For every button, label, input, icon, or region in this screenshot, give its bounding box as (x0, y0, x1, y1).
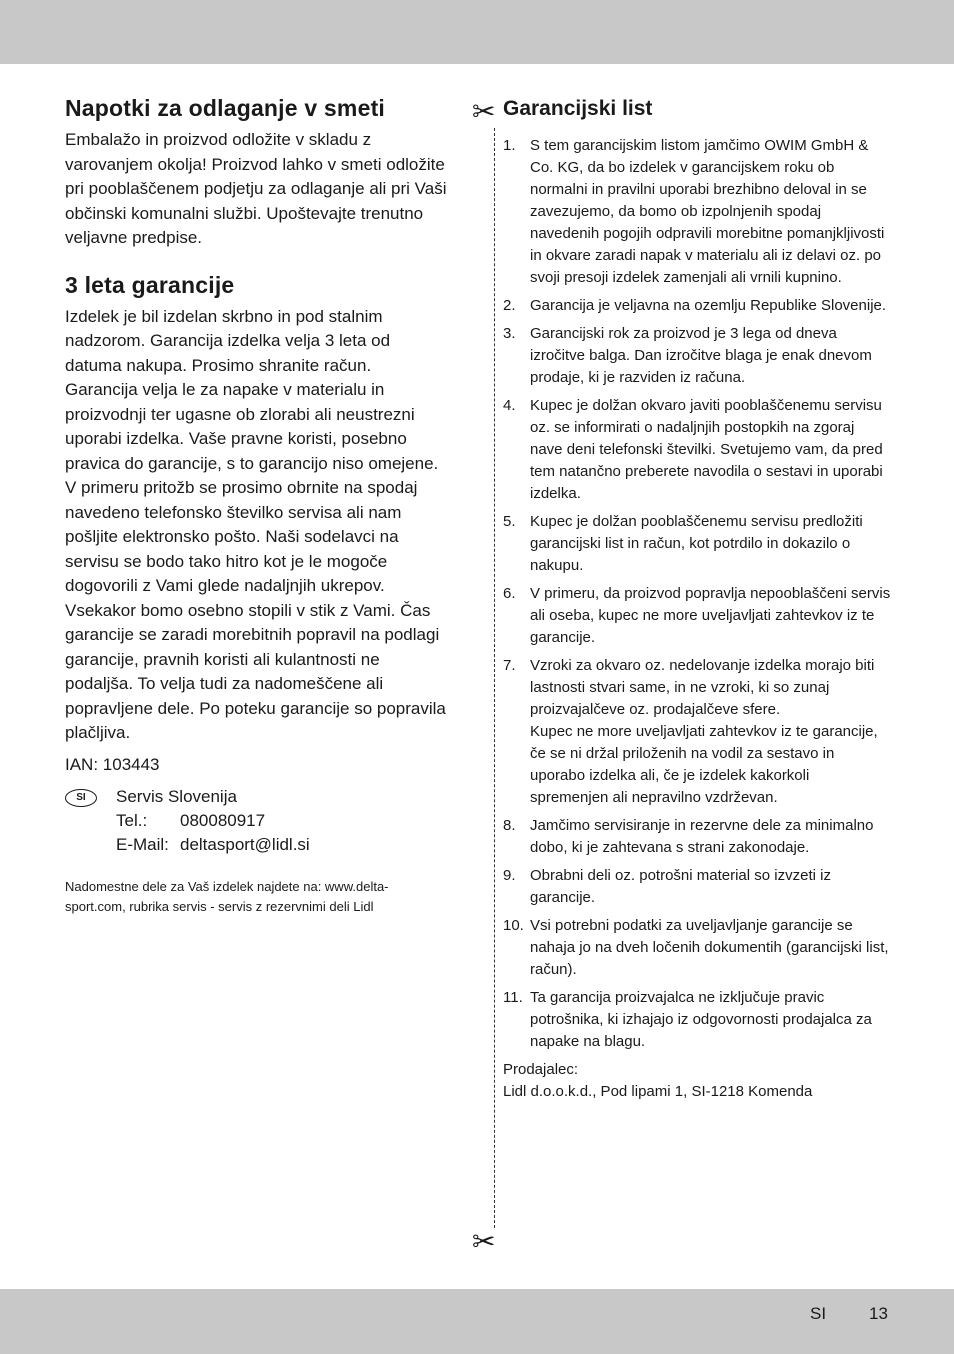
service-name: Servis Slovenija (116, 787, 237, 806)
seller-label: Prodajalec: (503, 1061, 579, 1078)
list-item: 5. Kupec je dolžan pooblaščenemu servisu predložiti garancijski list in račun, kot potrdilo in dokazilo o nakupu. (503, 513, 863, 574)
service-contact (65, 785, 447, 857)
list-item: 1. S tem garancijskim listom jamčimo OWIM GmbH & Co. KG, da bo izdelek v garancijskem roku ob normalni in pravilni uporabi brezhibno deloval in se zavezujemo, da bomo ob izpolnjenih spodaj navedenih pogojih odpravili morebitne pomanjkljivosti in okvare zaradi napak v materialu ali iz delavi oz. po svoji presoji izdelek zamenjali ali vrnili kupnino. (503, 137, 885, 286)
list-item: 8. Jamčimo servisiranje in rezervne dele za minimalno dobo, ki je zahtevana s strani zakonodaje. (503, 817, 874, 856)
guarantee-heading: Garancijski list (503, 97, 653, 120)
scissors-icon: ✂ (472, 1226, 496, 1257)
disposal-text: Embalažo in proizvod odložite v skladu z varovanjem okolja! Proizvod lahko v smeti odložite pri pooblaščenem podjetju za odlaganje ali pri Vaši občinski komunalni službi. Upoštevajte trenutno veljavne predpise. (65, 130, 447, 247)
guarantee-conditions (503, 135, 891, 1053)
top-bar (0, 0, 954, 64)
list-item: 11. Ta garancija proizvajalca ne izključuje pravic potrošnika, ki izhajajo iz odgovornosti prodajalca za napake na blagu. (503, 989, 872, 1050)
country-badge-si: SI (65, 789, 97, 807)
service-phone-row (116, 809, 447, 833)
service-email-row (116, 833, 447, 857)
seller-address: Lidl d.o.o.k.d., Pod lipami 1, SI-1218 Komenda (503, 1083, 813, 1100)
phone-number: 080080917 (180, 811, 266, 830)
seller-info (503, 1059, 891, 1103)
list-item: 6. V primeru, da proizvod popravlja nepooblaščeni servis ali oseba, kupec ne more uveljavljati zahtevkov iz te garancije. (503, 585, 891, 646)
list-item: 7. Vzroki za okvaro oz. nedelovanje izdelka morajo biti lastnosti stvari same, in ne vzroki, ki so zunaj proizvajalčeve oz. prodajalčeve sfere. Kupec ne more uveljavljati zahtevkov iz te garancije, če se ni držal priloženih na vodil za sestavo in uporabo izdelka ali, če je izdelek kakorkoli spremenjen ali nepravilno vzdrževan. (503, 657, 878, 806)
left-column (65, 92, 447, 917)
list-item: 10. Vsi potrebni podatki za uveljavljanje garancije se nahaja jo na dveh ločenih dokumentih (garancijski list, račun). (503, 917, 889, 978)
warranty-heading: 3 leta garancije (65, 271, 235, 298)
footer-language: SI (810, 1304, 827, 1323)
list-item: 4. Kupec je dolžan okvaro javiti pooblaščenemu servisu oz. se informirati o nadaljnjih postopkih na zgoraj nave deni telefonski številki. Svetujemo vam, da pred tem natančno preberete navodila o sestavi in uporabi izdelka. (503, 397, 883, 502)
email-label: E-Mail: (116, 835, 169, 854)
disposal-heading: Napotki za odlaganje v smeti (65, 95, 386, 121)
list-item: 2. Garancija je veljavna na ozemlju Republike Slovenije. (503, 297, 887, 314)
page-number: 13 (869, 1304, 888, 1323)
email-address[interactable]: deltasport@lidl.si (180, 835, 310, 854)
list-item: 3. Garancijski rok za proizvod je 3 lega od dneva izročitve balga. Dan izročitve blaga je enak dnevom prodaje, ki je razviden iz računa. (503, 325, 872, 386)
cut-line (494, 128, 495, 1228)
guarantee-card (503, 95, 891, 1103)
list-item: 9. Obrabni deli oz. potrošni material so izvzeti iz garancije. (503, 867, 831, 906)
scissors-icon: ✂ (472, 96, 496, 127)
phone-label: Tel.: (116, 811, 148, 830)
spare-parts-note: Nadomestne dele za Vaš izdelek najdete na: www.delta-sport.com, rubrika servis - servis z rezervnimi deli Lidl (65, 879, 389, 914)
ian-number: IAN: 103443 (65, 754, 160, 774)
warranty-text: Izdelek je bil izdelan skrbno in pod stalnim nadzorom. Garancija izdelka velja 3 leta od datuma nakupa. Prosimo shranite račun. Garancija velja le za napake v materialu in proizvodnji ter ugasne ob zlorabi ali neustrezni uporabi izdelka. Vaše pravne koristi, posebno pravica do garancije, s to garancijo niso omejene. V primeru pritožb se prosimo obrnite na spodaj navedeno telefonsko številko servisa ali nam pošljite elektronsko pošto. Naši sodelavci na servisu se bodo tako hitro kot je le mogoče dogovorili z Vami glede nadaljnjih ukrepov. Vsekakor bomo osebno stopili v stik z Vami. Čas garancije se zaradi morebitnih popravil na podlagi garancije, pravnih koristi ali kulantnosti ne podaljša. To velja tudi za nadomeščene ali popravljene dele. Po poteku garancije so popravila plačljiva. (65, 306, 446, 742)
